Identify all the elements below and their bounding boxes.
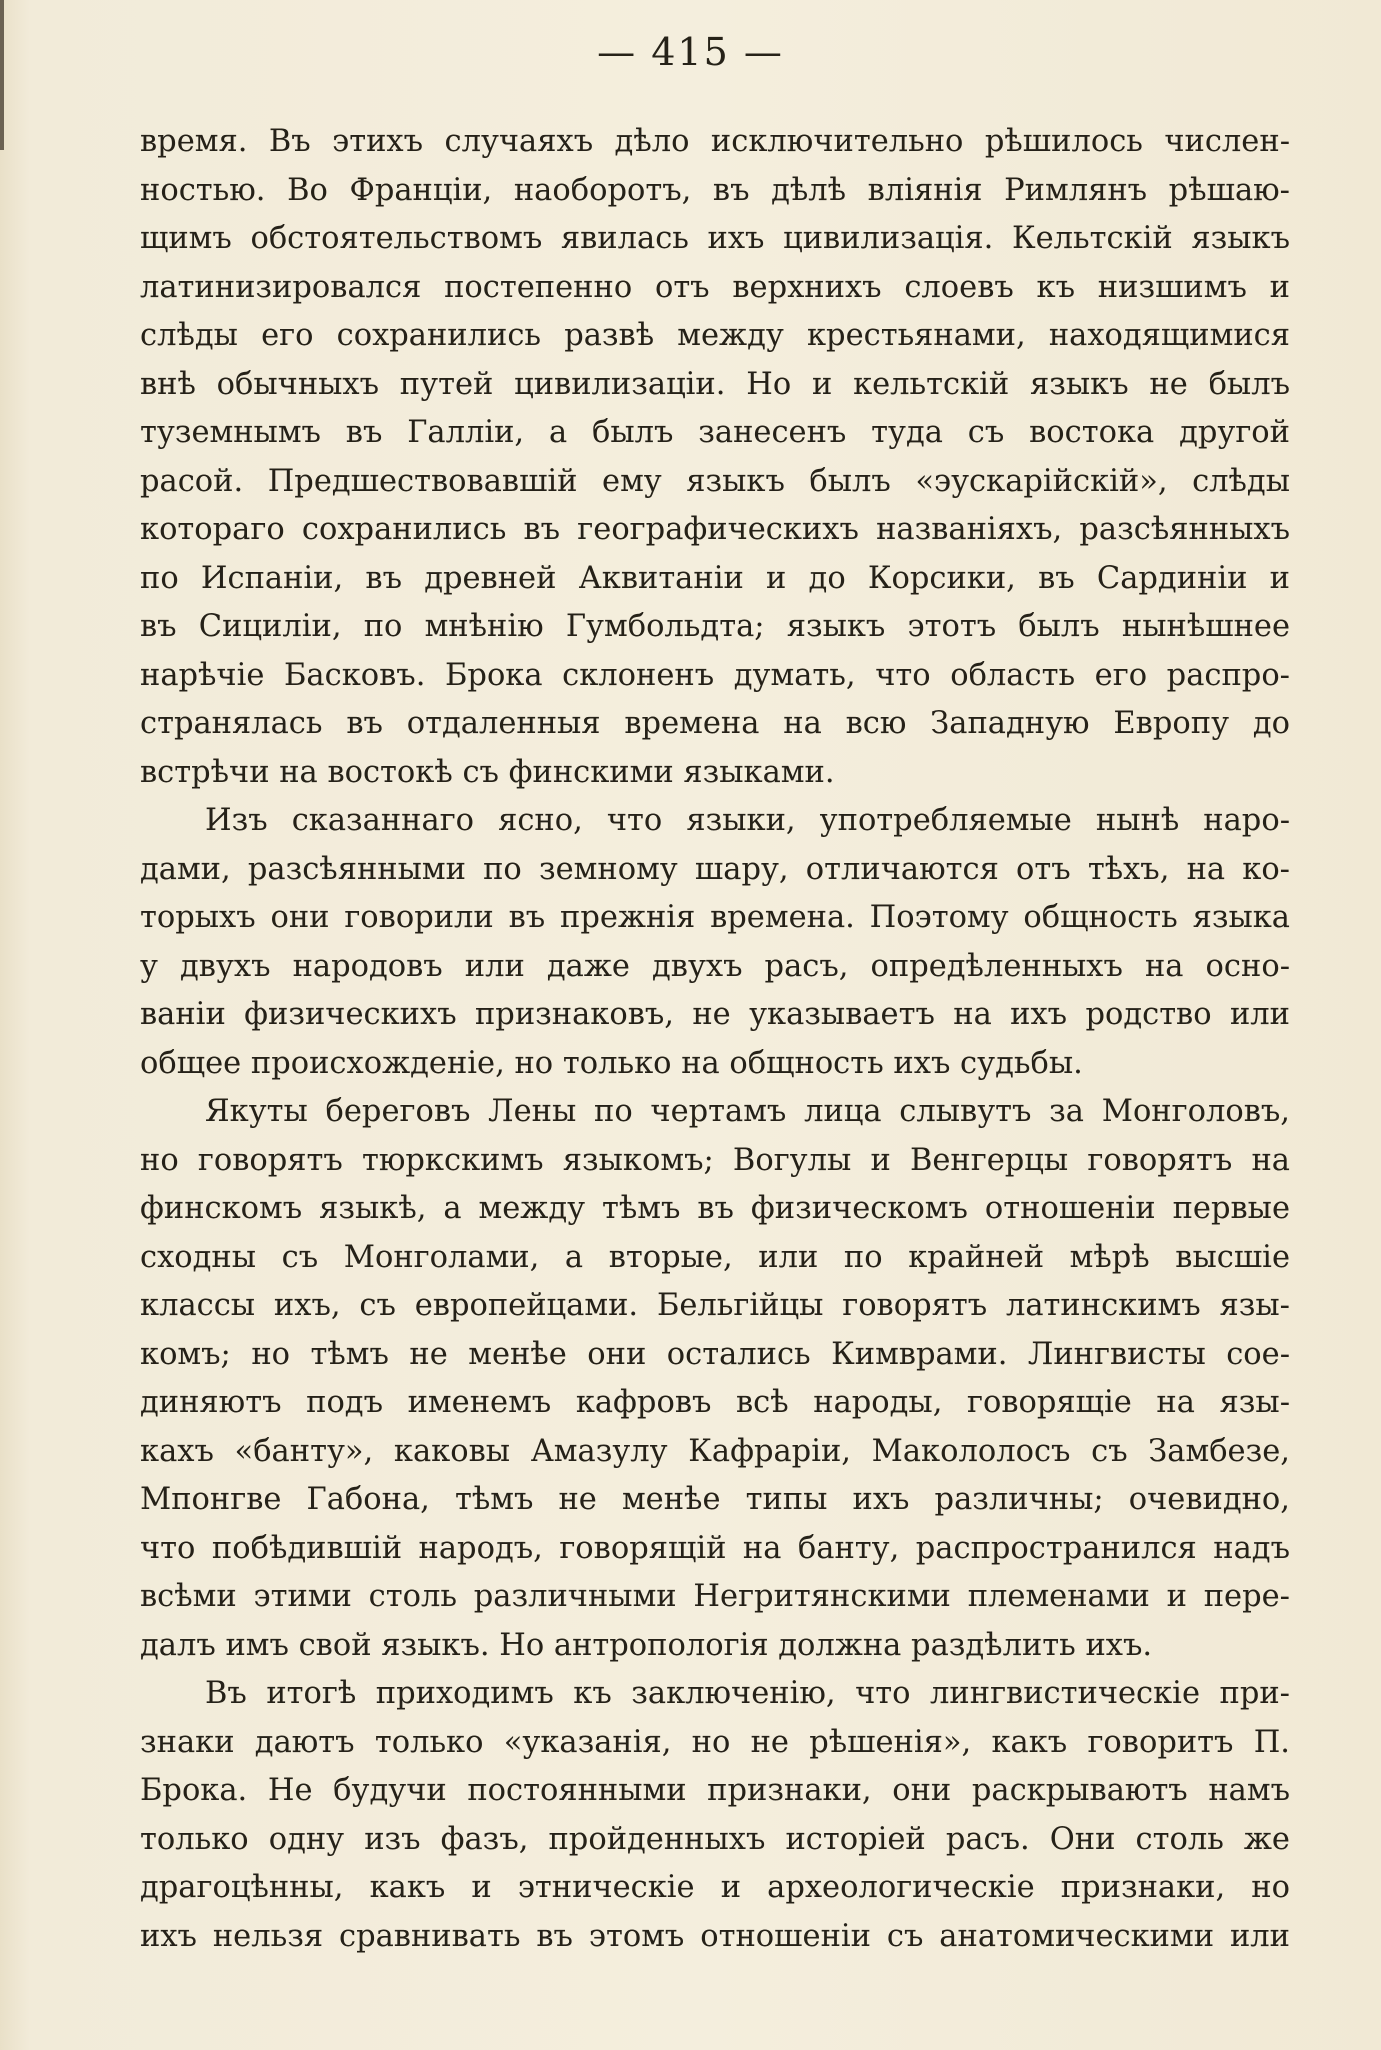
text-line: Изъ сказаннаго ясно, что языки, употребляемые нынѣ наро-	[205, 803, 1290, 838]
text-line: общее происхожденіе, но только на общность ихъ судьбы.	[140, 1045, 1083, 1081]
text-line: диняютъ подъ именемъ кафровъ всѣ народы, говорящіе на язы-	[140, 1385, 1290, 1420]
text-line: Брока. Не будучи постоянными признаки, они раскрываютъ намъ	[140, 1773, 1290, 1808]
text-line: по Испаніи, въ древней Аквитаніи и до Корсики, въ Сардиніи и	[140, 560, 1290, 596]
text-line: Въ итогѣ приходимъ къ заключенію, что лингвистическіе при-	[205, 1676, 1290, 1711]
text-line: знаки даютъ только «указанія, но не рѣшенія», какъ говоритъ П.	[140, 1724, 1290, 1760]
body-text	[140, 118, 1290, 1961]
text-line: классы ихъ, съ европейцами. Бельгійцы говорятъ латинскимъ язы-	[140, 1288, 1290, 1323]
text-line: время. Въ этихъ случаяхъ дѣло исключительно рѣшилось числен-	[140, 124, 1290, 159]
text-line: Якуты береговъ Лены по чертамъ лица слывутъ за Монголовъ,	[205, 1094, 1290, 1129]
text-line: котораго сохранились въ географическихъ названіяхъ, разсѣянныхъ	[140, 512, 1290, 547]
text-line: только одну изъ фазъ, пройденныхъ исторіей расъ. Они столь же	[140, 1821, 1290, 1857]
page-number: — 415 —	[597, 30, 784, 74]
text-line: встрѣчи на востокѣ съ финскими языками.	[140, 754, 835, 790]
text-line: что побѣдившій народъ, говорящій на банту, распространился надъ	[140, 1530, 1290, 1566]
text-line: ихъ нельзя сравнивать въ этомъ отношеніи съ анатомическими или	[140, 1918, 1290, 1954]
text-line: дами, разсѣянными по земному шару, отличаются отъ тѣхъ, на ко-	[140, 851, 1290, 887]
text-line: но говорятъ тюркскимъ языкомъ; Вогулы и Венгерцы говорятъ на	[140, 1142, 1290, 1178]
page-edge-shadow	[0, 0, 4, 150]
text-line: комъ; но тѣмъ не менѣе они остались Кимврами. Лингвисты сое-	[140, 1336, 1290, 1372]
text-line: туземнымъ въ Галліи, а былъ занесенъ туда съ востока другой	[140, 415, 1290, 450]
text-line: нарѣчіе Басковъ. Брока склоненъ думать, что область его распро-	[140, 657, 1290, 693]
text-line: щимъ обстоятельствомъ явилась ихъ цивилизація. Кельтскій языкъ	[140, 221, 1290, 256]
text-line: латинизировался постепенно отъ верхнихъ слоевъ къ низшимъ и	[140, 269, 1290, 305]
text-line: далъ имъ свой языкъ. Но антропологія должна раздѣлить ихъ.	[140, 1627, 1153, 1663]
text-line: драгоцѣнны, какъ и этническіе и археологическіе признаки, но	[140, 1870, 1290, 1905]
text-line: слѣды его сохранились развѣ между крестьянами, находящимися	[140, 318, 1290, 353]
text-line: у двухъ народовъ или даже двухъ расъ, опредѣленныхъ на осно-	[140, 948, 1290, 984]
text-line: ваніи физическихъ признаковъ, не указываетъ на ихъ родство или	[140, 997, 1290, 1032]
text-line: внѣ обычныхъ путей цивилизаціи. Но и кельтскій языкъ не былъ	[140, 366, 1290, 402]
text-line: ностью. Во Франціи, наоборотъ, въ дѣлѣ вліянія Римлянъ рѣшаю-	[140, 172, 1290, 208]
text-line: финскомъ языкѣ, а между тѣмъ въ физическомъ отношеніи первые	[140, 1191, 1290, 1226]
text-line: странялась въ отдаленныя времена на всю Западную Европу до	[140, 706, 1290, 741]
text-line: расой. Предшествовавшій ему языкъ былъ «эускарійскій», слѣды	[140, 463, 1290, 499]
text-line: сходны съ Монголами, а вторые, или по крайней мѣрѣ высшіе	[140, 1239, 1290, 1275]
text-line: всѣми этими столь различными Негритянскими племенами и пере-	[140, 1579, 1290, 1614]
text-line: Мпонгве Габона, тѣмъ не менѣе типы ихъ различны; очевидно,	[140, 1482, 1290, 1517]
text-line: кахъ «банту», каковы Амазулу Кафраріи, Макололосъ съ Замбезе,	[140, 1433, 1290, 1469]
text-line: въ Сициліи, по мнѣнію Гумбольдта; языкъ этотъ былъ нынѣшнее	[140, 609, 1290, 644]
text-line: торыхъ они говорили въ прежнія времена. Поэтому общность языка	[140, 900, 1290, 935]
